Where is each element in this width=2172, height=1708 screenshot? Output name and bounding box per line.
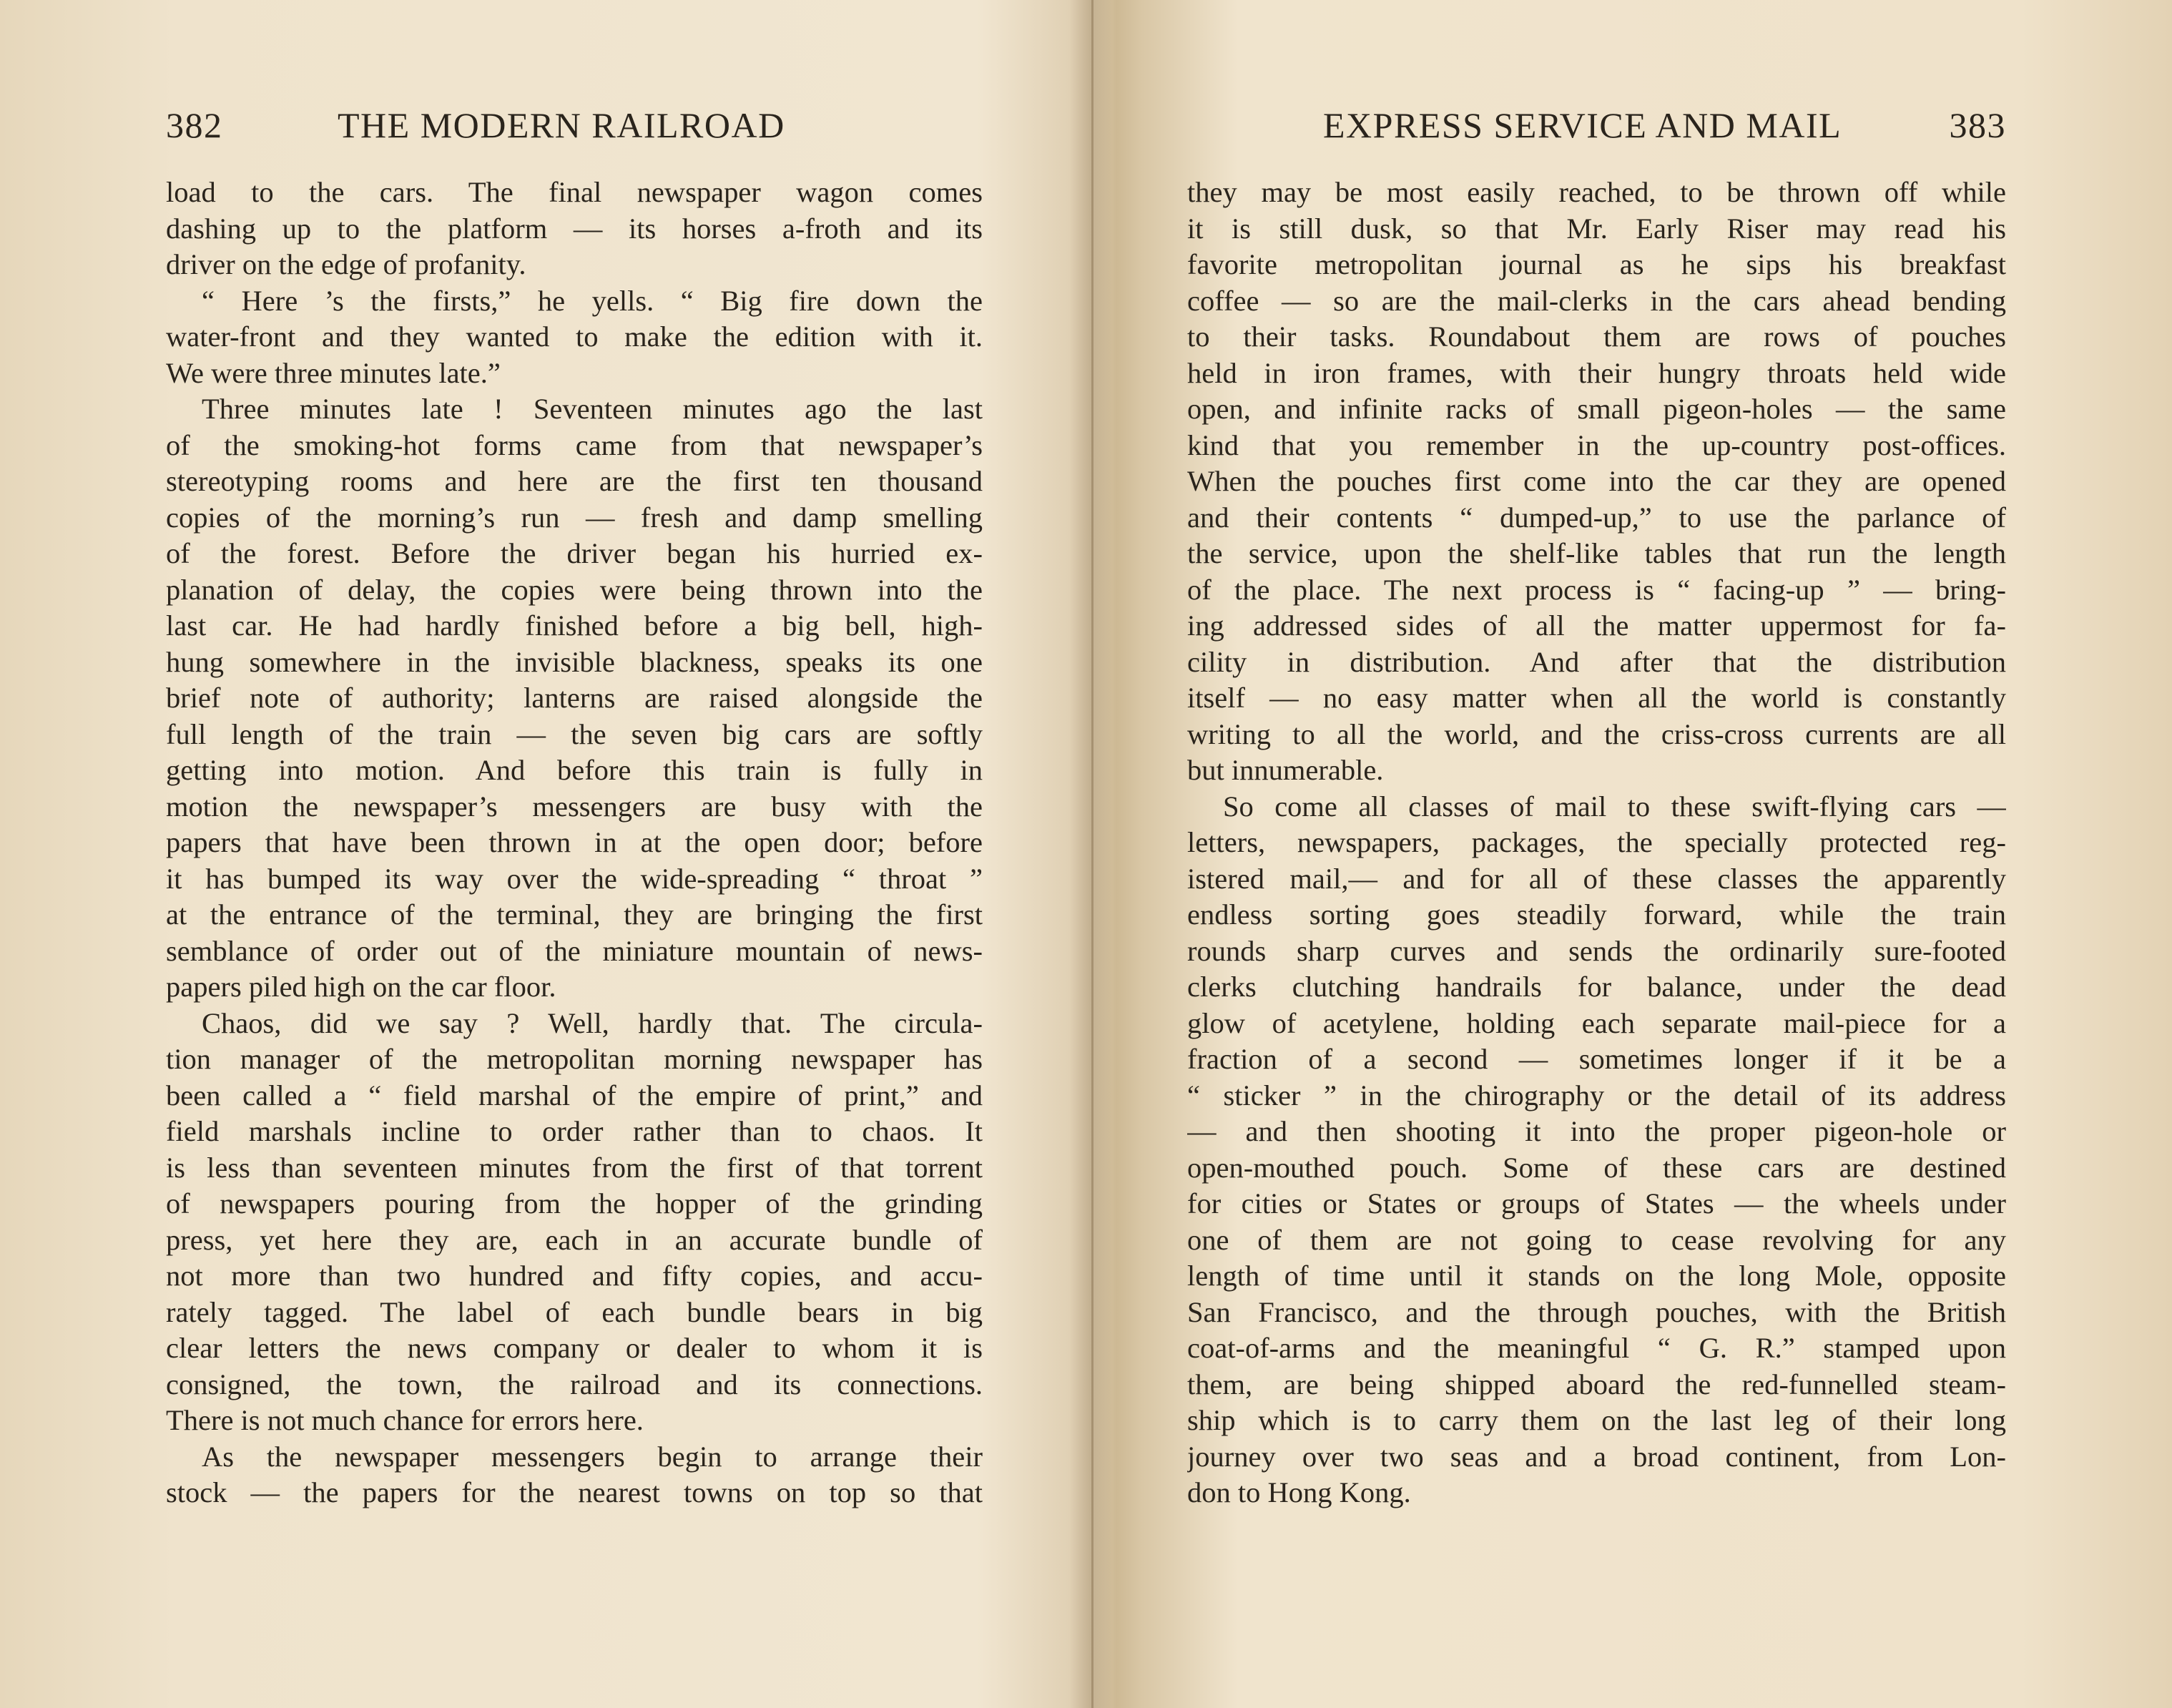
text-line: dashing up to the platform — its horses a-froth and its: [166, 212, 983, 245]
text-line: hung somewhere in the invisible blackness, speaks its one: [166, 645, 983, 678]
text-line: they may be most easily reached, to be thrown off while: [1187, 176, 2006, 208]
text-line: field marshals incline to order rather than to chaos. It: [166, 1115, 983, 1147]
text-line: water-front and they wanted to make the edition with it.: [166, 320, 983, 353]
text-line: copies of the morning’s run — fresh and damp smelling: [166, 501, 983, 534]
text-line: rounds sharp curves and sends the ordinarily sure-footed: [1187, 934, 2006, 967]
text-line: San Francisco, and the through pouches, with the British: [1187, 1295, 2006, 1328]
text-line: been called a “ field marshal of the empire of print,” and: [166, 1079, 983, 1111]
text-line: motion the newspaper’s messengers are busy with the: [166, 790, 983, 823]
text-line: consigned, the town, the railroad and its connections.: [166, 1368, 983, 1400]
text-line: stock — the papers for the nearest towns on top so that: [166, 1476, 983, 1508]
text-line: As the newspaper messengers begin to arrange their: [202, 1440, 983, 1473]
text-line: tion manager of the metropolitan morning newspaper has: [166, 1043, 983, 1075]
right-page-number: 383: [1949, 105, 2006, 145]
text-line: journey over two seas and a broad continent, from Lon-: [1187, 1440, 2006, 1473]
text-line: is less than seventeen minutes from the first of that torrent: [166, 1151, 983, 1184]
text-line: full length of the train — the seven big cars are softly: [166, 717, 983, 750]
text-line: of the forest. Before the driver began his hurried ex-: [166, 537, 983, 569]
text-line: itself — no easy matter when all the world is constantly: [1187, 682, 2006, 714]
text-line: “ Here ’s the firsts,” he yells. “ Big fire down the: [202, 284, 983, 317]
text-line: ship which is to carry them on the last leg of their long: [1187, 1404, 2006, 1436]
text-line: for cities or States or groups of States — the wheels under: [1187, 1187, 2006, 1219]
text-line: semblance of order out of the miniature mountain of news-: [166, 934, 983, 967]
text-line: of the place. The next process is “ facing-up ” — bring-: [1187, 573, 2006, 606]
left-running-title: THE MODERN RAILROAD: [338, 105, 785, 145]
left-body-text: [166, 175, 983, 1511]
text-line: open, and infinite racks of small pigeon-holes — the same: [1187, 393, 2006, 425]
text-line: There is not much chance for errors here.: [166, 1404, 644, 1436]
text-line: load to the cars. The final newspaper wagon comes: [166, 176, 983, 208]
text-line: not more than two hundred and fifty copies, and accu-: [166, 1260, 983, 1292]
text-line: rately tagged. The label of each bundle bears in big: [166, 1295, 983, 1328]
text-line: driver on the edge of profanity.: [166, 248, 526, 280]
book-spine-crease: [1091, 0, 1094, 1708]
text-line: last car. He had hardly finished before a big bell, high-: [166, 609, 983, 642]
text-line: held in iron frames, with their hungry throats held wide: [1187, 356, 2006, 389]
text-line: cility in distribution. And after that the distribution: [1187, 645, 2006, 678]
right-body-text: [1187, 175, 2006, 1511]
text-line: getting into motion. And before this train is fully in: [166, 754, 983, 786]
text-line: glow of acetylene, holding each separate mail-piece for a: [1187, 1006, 2006, 1039]
text-line: of the smoking-hot forms came from that newspaper’s: [166, 428, 983, 461]
text-line: clear letters the news company or dealer to whom it is: [166, 1332, 983, 1364]
text-line: brief note of authority; lanterns are raised alongside the: [166, 682, 983, 714]
text-line: planation of delay, the copies were being thrown into the: [166, 573, 983, 606]
text-line: the service, upon the shelf-like tables that run the length: [1187, 537, 2006, 569]
text-line: clerks clutching handrails for balance, under the dead: [1187, 971, 2006, 1003]
text-line: kind that you remember in the up-country post-offices.: [1187, 428, 2006, 461]
text-line: it is still dusk, so that Mr. Early Riser may read his: [1187, 212, 2006, 245]
text-line: don to Hong Kong.: [1187, 1476, 1411, 1508]
right-running-head: [1187, 104, 2006, 147]
text-line: open-mouthed pouch. Some of these cars are destined: [1187, 1151, 2006, 1184]
text-line: letters, newspapers, packages, the specially protected reg-: [1187, 826, 2006, 858]
left-running-head: [166, 104, 983, 147]
text-line: coat-of-arms and the meaningful “ G. R.” stamped upon: [1187, 1332, 2006, 1364]
text-line: and their contents “ dumped-up,” to use the parlance of: [1187, 501, 2006, 534]
text-line: to their tasks. Roundabout them are rows of pouches: [1187, 320, 2006, 353]
text-line: at the entrance of the terminal, they are bringing the first: [166, 898, 983, 931]
text-line: — and then shooting it into the proper pigeon-hole or: [1187, 1115, 2006, 1147]
text-line: ing addressed sides of all the matter uppermost for fa-: [1187, 609, 2006, 642]
text-line: fraction of a second — sometimes longer if it be a: [1187, 1043, 2006, 1075]
text-line: endless sorting goes steadily forward, while the train: [1187, 898, 2006, 931]
text-line: papers that have been thrown in at the open door; before: [166, 826, 983, 858]
text-line: but innumerable.: [1187, 754, 1384, 786]
text-line: one of them are not going to cease revolving for any: [1187, 1223, 2006, 1256]
text-line: Chaos, did we say ? Well, hardly that. The circula-: [202, 1006, 983, 1039]
text-line: of newspapers pouring from the hopper of the grinding: [166, 1187, 983, 1219]
text-line: length of time until it stands on the long Mole, opposite: [1187, 1260, 2006, 1292]
text-line: We were three minutes late.”: [166, 356, 501, 389]
text-line: “ sticker ” in the chirography or the detail of its address: [1187, 1079, 2006, 1111]
gutter-shadow: [1069, 0, 1112, 1708]
text-line: them, are being shipped aboard the red-funnelled steam-: [1187, 1368, 2006, 1400]
text-line: favorite metropolitan journal as he sips his breakfast: [1187, 248, 2006, 280]
text-line: papers piled high on the car floor.: [166, 971, 556, 1003]
text-line: press, yet here they are, each in an accurate bundle of: [166, 1223, 983, 1256]
text-line: stereotyping rooms and here are the first ten thousand: [166, 465, 983, 497]
text-line: it has bumped its way over the wide-spreading “ throat ”: [166, 862, 983, 895]
text-line: writing to all the world, and the criss-cross currents are all: [1187, 717, 2006, 750]
text-line: istered mail,— and for all of these classes the apparently: [1187, 862, 2006, 895]
right-running-title: EXPRESS SERVICE AND MAIL: [1323, 105, 1842, 145]
text-line: coffee — so are the mail-clerks in the cars ahead bending: [1187, 284, 2006, 317]
text-line: When the pouches first come into the car they are opened: [1187, 465, 2006, 497]
text-line: Three minutes late ! Seventeen minutes ago the last: [202, 393, 983, 425]
text-line: So come all classes of mail to these swift-flying cars —: [1223, 790, 2006, 823]
left-page-number: 382: [166, 105, 223, 145]
